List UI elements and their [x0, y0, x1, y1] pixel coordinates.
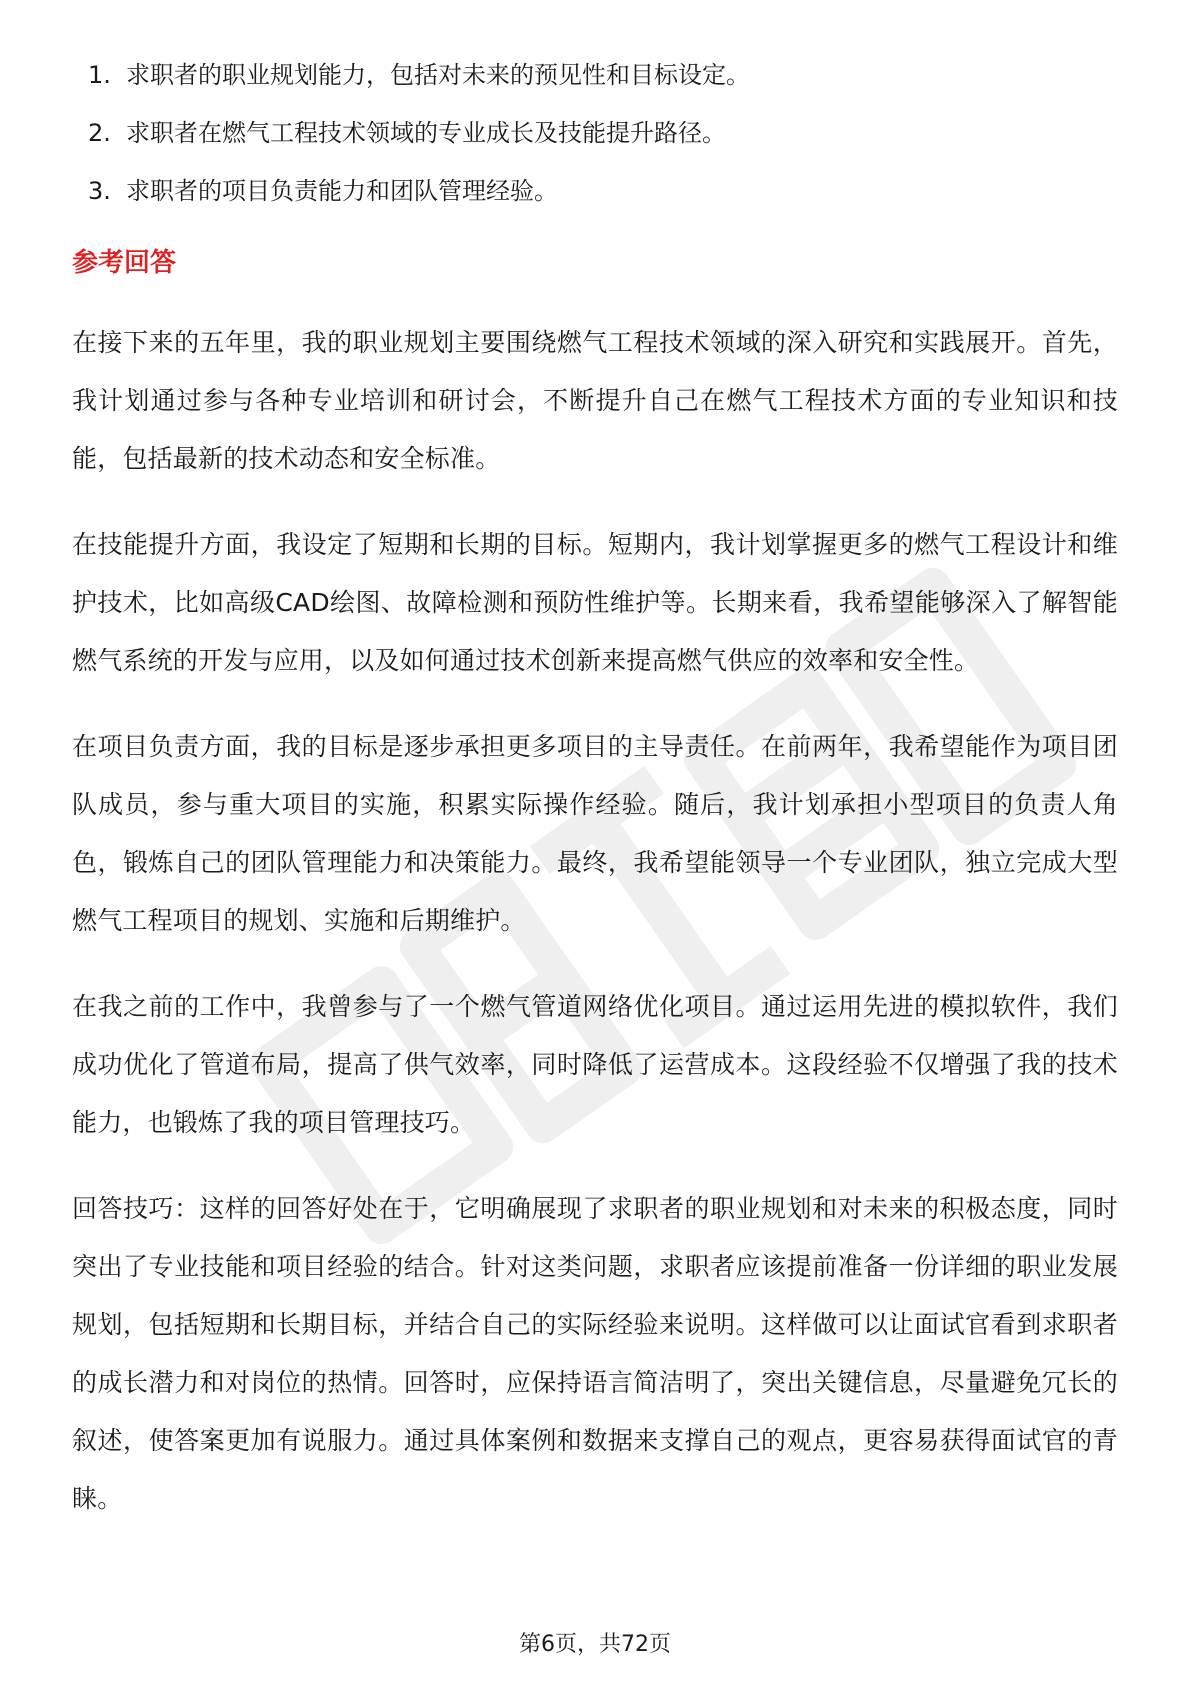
list-item-number: 2. — [88, 119, 111, 147]
list-item-number: 3. — [88, 177, 111, 205]
reference-answer-heading: 参考回答 — [72, 248, 177, 278]
answer-paragraph: 在技能提升方面，我设定了短期和长期的目标。短期内，我计划掌握更多的燃气工程设计和维护技术，比如高级CAD绘图、故障检测和预防性维护等。长期来看，我希望能够深入了解智能燃气系统的开发与应用，以及如何通过技术创新来提高燃气供应的效率和安全性。 — [72, 530, 1118, 675]
answer-paragraph: 在项目负责方面，我的目标是逐步承担更多项目的主导责任。在前两年，我希望能作为项目团队成员，参与重大项目的实施，积累实际操作经验。随后，我计划承担小型项目的负责人角色，锻炼自己的团队管理能力和决策能力。最终，我希望能领导一个专业团队，独立完成大型燃气工程项目的规划、实施和后期维护。 — [72, 732, 1118, 935]
page-number: 第6页，共72页 — [519, 1632, 671, 1657]
page-content — [72, 58, 1118, 1528]
list-item — [72, 174, 1118, 208]
answer-paragraph: 在我之前的工作中，我曾参与了一个燃气管道网络优化项目。通过运用先进的模拟软件，我们成功优化了管道布局，提高了供气效率，同时降低了运营成本。这段经验不仅增强了我的技术能力，也锻炼了我的项目管理技巧。 — [72, 992, 1118, 1137]
answer-tips-paragraph: 回答技巧：这样的回答好处在于，它明确展现了求职者的职业规划和对未来的积极态度，同时突出了专业技能和项目经验的结合。针对这类问题，求职者应该提前准备一份详细的职业发展规划，包括短期和长期目标，并结合自己的实际经验来说明。这样做可以让面试官看到求职者的成长潜力和对岗位的热情。回答时，应保持语言简洁明了，突出关键信息，尽量避免冗长的叙述，使答案更加有说服力。通过具体案例和数据来支撑自己的观点，更容易获得面试官的青睐。 — [72, 1194, 1118, 1513]
list-item-text: 求职者的职业规划能力，包括对未来的预见性和目标设定。 — [126, 61, 750, 89]
list-item — [72, 58, 1118, 92]
reference-answer-body — [72, 314, 1118, 1528]
answer-paragraph: 在接下来的五年里，我的职业规划主要围绕燃气工程技术领域的深入研究和实践展开。首先，我计划通过参与各种专业培训和研讨会，不断提升自己在燃气工程技术方面的专业知识和技能，包括最新的技术动态和安全标准。 — [72, 328, 1118, 473]
list-item-text: 求职者的项目负责能力和团队管理经验。 — [126, 177, 558, 205]
evaluation-criteria-list — [72, 58, 1118, 208]
list-item-text: 求职者在燃气工程技术领域的专业成长及技能提升路径。 — [126, 119, 726, 147]
list-item — [72, 116, 1118, 150]
list-item-number: 1. — [88, 61, 111, 89]
